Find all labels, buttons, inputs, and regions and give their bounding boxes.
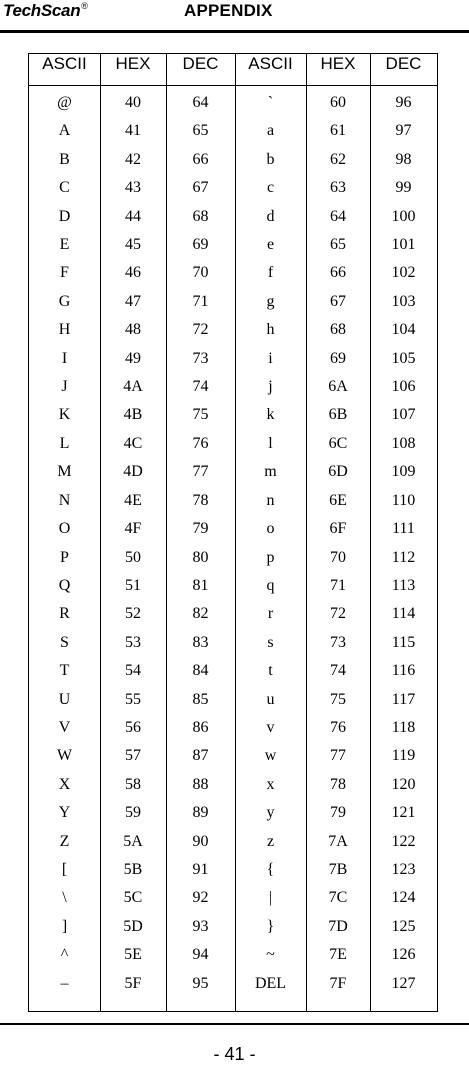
table-cell: 77 xyxy=(330,747,346,765)
table-cell: M xyxy=(57,463,72,481)
table-cell: Z xyxy=(59,832,70,850)
header-ascii: ASCII xyxy=(42,54,87,73)
table-cell: 7C xyxy=(328,889,348,907)
ascii-column xyxy=(29,94,100,1003)
table-cell: 83 xyxy=(192,633,209,651)
table-cell: 108 xyxy=(391,434,416,452)
table-cell: 107 xyxy=(391,406,416,424)
table-cell: ] xyxy=(61,917,68,935)
table-cell: 5B xyxy=(123,860,143,878)
table-cell: 44 xyxy=(125,207,141,225)
table-cell: 114 xyxy=(391,605,416,623)
table-cell: z xyxy=(266,832,275,850)
header-dec: DEC xyxy=(182,54,219,73)
table-cell: 121 xyxy=(391,804,416,822)
table-cell: 106 xyxy=(391,378,416,396)
table-cell: 81 xyxy=(192,576,209,594)
table-cell: 7F xyxy=(329,974,347,992)
table-cell: b xyxy=(266,150,275,168)
table-cell: 7D xyxy=(328,917,348,935)
page-number: - 41 - xyxy=(213,1044,256,1064)
dec-column xyxy=(166,94,235,1003)
table-cell: 85 xyxy=(192,690,209,708)
table-cell: 40 xyxy=(125,94,141,111)
table-cell: 6E xyxy=(329,491,347,509)
table-cell: 7E xyxy=(329,946,347,964)
table-cell: 95 xyxy=(192,974,209,992)
table-cell: 6C xyxy=(328,434,348,452)
table-cell: o xyxy=(266,520,275,538)
table-cell: P xyxy=(60,548,69,566)
table-cell: K xyxy=(58,406,71,424)
table-cell: 5E xyxy=(124,946,142,964)
table-cell: 102 xyxy=(391,264,416,282)
table-cell: h xyxy=(266,321,275,339)
table-cell: ` xyxy=(267,94,274,111)
table-cell: 96 xyxy=(395,94,412,111)
table-cell: [ xyxy=(61,860,68,878)
table-cell: p xyxy=(266,548,275,566)
table-cell: 52 xyxy=(125,605,141,623)
table-cell: X xyxy=(58,775,71,793)
table-cell: V xyxy=(58,718,71,736)
table-cell: 60 xyxy=(330,94,346,111)
table-cell: 72 xyxy=(330,605,346,623)
table-cell: w xyxy=(264,747,277,765)
table-cell: 79 xyxy=(330,804,346,822)
table-cell: v xyxy=(266,718,275,736)
table-cell: n xyxy=(266,491,275,509)
table-cell: 51 xyxy=(125,576,141,594)
header-ascii-2: ASCII xyxy=(248,54,293,73)
table-cell: 79 xyxy=(192,520,209,538)
ascii-column-2 xyxy=(235,94,306,1003)
table-cell: 55 xyxy=(125,690,141,708)
table-cell: 103 xyxy=(391,292,416,310)
table-cell: m xyxy=(264,463,277,481)
table-cell: 4C xyxy=(123,434,143,452)
table-cell: 78 xyxy=(330,775,346,793)
table-cell: 120 xyxy=(391,775,416,793)
header-dec-2: DEC xyxy=(385,54,422,73)
table-cell: 59 xyxy=(125,804,141,822)
table-cell: 74 xyxy=(330,662,346,680)
table-cell: } xyxy=(266,917,275,935)
table-cell: 68 xyxy=(330,321,346,339)
table-cell: a xyxy=(266,122,275,140)
table-cell: 87 xyxy=(192,747,209,765)
table-cell: 42 xyxy=(125,150,141,168)
table-cell: 76 xyxy=(330,718,346,736)
table-cell: 127 xyxy=(391,974,416,992)
table-cell: T xyxy=(59,662,70,680)
table-cell: 70 xyxy=(192,264,209,282)
table-cell: – xyxy=(60,974,69,992)
table-cell: 47 xyxy=(125,292,141,310)
table-cell: R xyxy=(59,605,70,623)
table-cell: 77 xyxy=(192,463,209,481)
table-cell: 91 xyxy=(192,860,209,878)
table-cell: 123 xyxy=(391,860,416,878)
table-cell: 61 xyxy=(330,122,346,140)
table-cell: g xyxy=(266,292,275,310)
registered-mark: ® xyxy=(81,1,88,11)
table-cell: 63 xyxy=(330,179,346,197)
table-cell: 104 xyxy=(391,321,416,339)
table-cell: 70 xyxy=(330,548,346,566)
table-cell: | xyxy=(268,889,273,907)
table-cell: 101 xyxy=(391,236,416,254)
table-cell: 110 xyxy=(391,491,416,509)
table-cell: 75 xyxy=(330,690,346,708)
table-cell: 69 xyxy=(192,236,209,254)
table-cell: 56 xyxy=(125,718,141,736)
hex-column-2 xyxy=(306,94,370,1003)
hex-column xyxy=(100,94,166,1003)
table-cell: j xyxy=(268,378,273,396)
page-header xyxy=(0,0,469,34)
table-cell: u xyxy=(266,690,275,708)
table-cell: 124 xyxy=(391,889,416,907)
table-cell: 6A xyxy=(328,378,348,396)
table-cell: 43 xyxy=(125,179,141,197)
table-cell: 45 xyxy=(125,236,141,254)
table-cell: S xyxy=(60,633,69,651)
table-cell: 89 xyxy=(192,804,209,822)
table-cell: 78 xyxy=(192,491,209,509)
table-cell: f xyxy=(267,264,274,282)
table-cell: 118 xyxy=(391,718,416,736)
table-cell: 65 xyxy=(330,236,346,254)
table-cell: 67 xyxy=(192,179,209,197)
table-cell: 64 xyxy=(192,94,209,111)
table-cell: DEL xyxy=(254,974,287,992)
table-cell: 122 xyxy=(391,832,416,850)
table-cell: q xyxy=(266,576,275,594)
table-cell: 112 xyxy=(391,548,416,566)
table-cell: C xyxy=(59,179,70,197)
table-cell: I xyxy=(61,349,68,367)
table-cell: 5D xyxy=(123,917,143,935)
table-cell: 50 xyxy=(125,548,141,566)
table-cell: ~ xyxy=(266,946,275,964)
table-cell: 97 xyxy=(395,122,412,140)
header-hex-2: HEX xyxy=(320,54,356,73)
table-cell: 73 xyxy=(330,633,346,651)
table-cell: 4B xyxy=(123,406,143,424)
table-cell: l xyxy=(268,434,273,452)
table-cell: r xyxy=(267,605,274,623)
table-cell: 88 xyxy=(192,775,209,793)
table-header-row xyxy=(29,54,437,86)
table-cell: 117 xyxy=(391,690,416,708)
table-cell: 84 xyxy=(192,662,209,680)
table-cell: D xyxy=(58,207,71,225)
table-cell: W xyxy=(56,747,73,765)
table-cell: F xyxy=(60,264,69,282)
table-cell: 72 xyxy=(192,321,209,339)
table-cell: 76 xyxy=(192,434,209,452)
table-cell: 105 xyxy=(391,349,416,367)
table-cell: @ xyxy=(57,94,72,111)
footer-divider xyxy=(0,1023,469,1025)
table-cell: H xyxy=(58,321,71,339)
table-cell: 68 xyxy=(192,207,209,225)
section-title: APPENDIX xyxy=(184,1,273,20)
table-cell: 5C xyxy=(123,889,143,907)
table-cell: 74 xyxy=(192,378,209,396)
table-cell: 86 xyxy=(192,718,209,736)
table-cell: 67 xyxy=(330,292,346,310)
table-cell: 69 xyxy=(330,349,346,367)
table-cell: 80 xyxy=(192,548,209,566)
table-cell: 115 xyxy=(391,633,416,651)
table-cell: i xyxy=(268,349,273,367)
table-cell: B xyxy=(59,150,70,168)
brand-logo xyxy=(3,1,88,21)
table-cell: 98 xyxy=(395,150,412,168)
table-cell: 71 xyxy=(192,292,209,310)
table-cell: 125 xyxy=(391,917,416,935)
table-cell: 119 xyxy=(391,747,416,765)
table-cell: 64 xyxy=(330,207,346,225)
header-divider xyxy=(0,30,469,33)
table-cell: 92 xyxy=(192,889,209,907)
table-cell: y xyxy=(266,804,275,822)
table-cell: 65 xyxy=(192,122,209,140)
table-cell: N xyxy=(58,491,71,509)
table-cell: 99 xyxy=(395,179,412,197)
table-cell: 82 xyxy=(192,605,209,623)
table-cell: E xyxy=(59,236,70,254)
table-cell: U xyxy=(58,690,71,708)
table-cell: 41 xyxy=(125,122,141,140)
table-cell: 49 xyxy=(125,349,141,367)
table-cell: 7B xyxy=(328,860,348,878)
table-cell: 116 xyxy=(391,662,416,680)
table-cell: G xyxy=(58,292,71,310)
table-cell: 111 xyxy=(392,520,415,538)
table-cell: \ xyxy=(62,889,67,907)
table-cell: 4E xyxy=(124,491,142,509)
table-cell: 94 xyxy=(192,946,209,964)
table-cell: 53 xyxy=(125,633,141,651)
header-hex: HEX xyxy=(115,54,151,73)
table-cell: 90 xyxy=(192,832,209,850)
table-cell: 54 xyxy=(125,662,141,680)
table-cell: 4F xyxy=(124,520,142,538)
table-cell: Q xyxy=(58,576,71,594)
table-cell: 58 xyxy=(125,775,141,793)
table-cell: 93 xyxy=(192,917,209,935)
table-cell: J xyxy=(61,378,68,396)
table-cell: 4A xyxy=(123,378,143,396)
table-cell: 5F xyxy=(124,974,142,992)
table-cell: 46 xyxy=(125,264,141,282)
table-cell: 66 xyxy=(330,264,346,282)
table-cell: 73 xyxy=(192,349,209,367)
table-cell: 71 xyxy=(330,576,346,594)
table-cell: e xyxy=(266,236,275,254)
table-cell: 126 xyxy=(391,946,416,964)
table-cell: t xyxy=(268,662,273,680)
table-cell: 57 xyxy=(125,747,141,765)
table-cell: 75 xyxy=(192,406,209,424)
table-cell: ^ xyxy=(60,946,69,964)
table-cell: A xyxy=(58,122,71,140)
table-cell: 113 xyxy=(391,576,416,594)
table-cell: 62 xyxy=(330,150,346,168)
dec-column-2 xyxy=(370,94,437,1003)
table-cell: 6F xyxy=(329,520,347,538)
table-cell: d xyxy=(266,207,275,225)
table-cell: 5A xyxy=(123,832,143,850)
table-cell: 4D xyxy=(123,463,143,481)
table-cell: k xyxy=(266,406,275,424)
table-cell: 6D xyxy=(328,463,348,481)
table-cell: 100 xyxy=(391,207,416,225)
table-cell: O xyxy=(58,520,71,538)
ascii-table xyxy=(28,53,438,1012)
table-cell: L xyxy=(59,434,70,452)
table-cell: c xyxy=(266,179,275,197)
table-cell: 6B xyxy=(328,406,348,424)
table-cell: 109 xyxy=(391,463,416,481)
table-cell: 66 xyxy=(192,150,209,168)
table-cell: s xyxy=(267,633,274,651)
table-cell: 48 xyxy=(125,321,141,339)
table-cell: Y xyxy=(58,804,71,822)
brand-name: TechScan xyxy=(3,1,81,20)
table-cell: x xyxy=(266,775,275,793)
table-cell: { xyxy=(266,860,275,878)
table-cell: 7A xyxy=(328,832,348,850)
